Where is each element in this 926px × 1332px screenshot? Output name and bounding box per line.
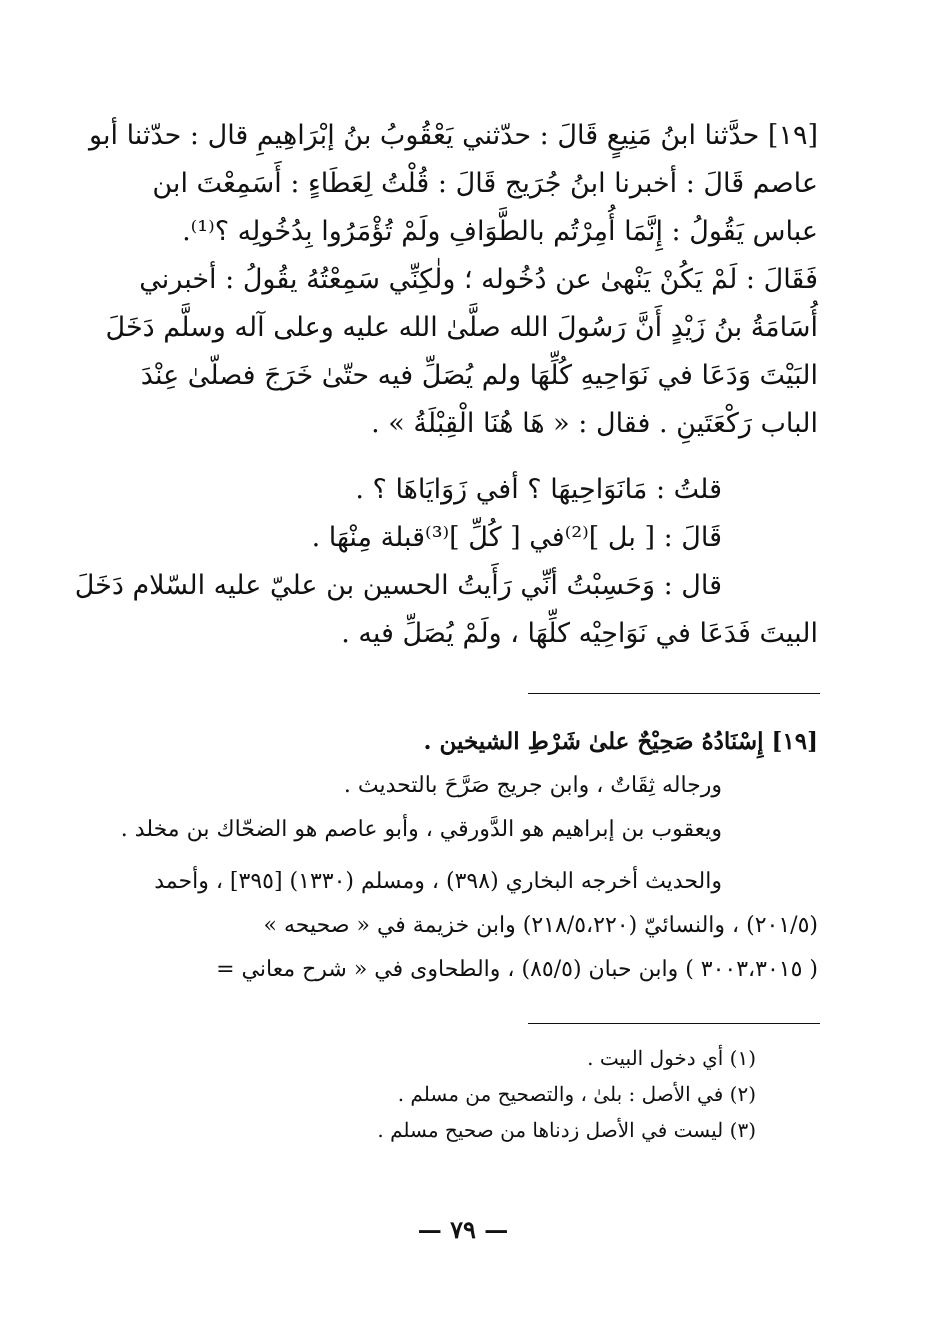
footnotes	[156, 1040, 756, 1148]
footnote: (٢) في الأصل : بلىٰ ، والتصحيح من مسلم .	[397, 1082, 756, 1106]
hadith-line: قَالَ : [ بل ]⁽²⁾في [ كُلِّ ]⁽³⁾قبلة مِنْهَا .	[311, 522, 722, 553]
paragraph-gap	[118, 852, 818, 860]
hadith-line: قال : وَحَسِبْتُ أنِّي رَأَيتُ الحسين بن عليّ عليه السّلام دَخَلَ	[74, 570, 722, 601]
hadith-line: أُسَامَةُ بنُ زَيْدٍ أَنَّ رَسُولَ الله صلَّىٰ الله عليه وعلى آله وسلَّم دَخَلَ	[105, 312, 818, 343]
footnote-rule	[528, 1023, 820, 1024]
commentary-line: (٢٠١/٥) ، والنسائيّ (٢١٨/٥،٢٢٠) وابن خزيمة في « صحيحه »	[263, 913, 818, 938]
paragraph-gap	[118, 448, 818, 466]
commentary-line: ويعقوب بن إبراهيم هو الدَّورقي ، وأبو عاصم هو الضحّاك بن مخلد .	[120, 817, 722, 842]
hadith-line: عباس يَقُولُ : إِنَّمَا أُمِرْتُم بالطَّوَافِ ولَمْ تُؤْمَرُوا بِدُخُولِه ؟⁽¹⁾.	[182, 216, 818, 247]
separator-rule	[528, 693, 820, 694]
hadith-text	[74, 112, 818, 658]
hadith-line: عاصم قَالَ : أخبرنا ابنُ جُرَيج قَالَ : قُلْتُ لِعَطَاءٍ : أَسَمِعْتَ ابن	[152, 168, 818, 199]
hadith-line: الباب رَكْعَتَينِ . فقال : « هَا هُنَا الْقِبْلَةُ » .	[371, 408, 818, 439]
commentary-line: والحديث أخرجه البخاري (٣٩٨) ، ومسلم (١٣٣٠) [٣٩٥] ، وأحمد	[154, 869, 722, 894]
hadith-line: البيتَ فَدَعَا في نَوَاحِيْه كلِّهَا ، ولَمْ يُصَلِّ فيه .	[341, 618, 818, 649]
footnote: (٣) ليست في الأصل زدناها من صحيح مسلم .	[377, 1118, 756, 1142]
hadith-line: قلتُ : مَانَوَاحِيهَا ؟ أفي زَوَايَاهَا ؟ .	[355, 474, 722, 505]
commentary-line: ( ٣٠٠٣،٣٠١٥ ) وابن حبان (٨٥/٥) ، والطحاوى في « شرح معاني =	[216, 957, 818, 982]
page-number: — ٧٩ —	[417, 1215, 509, 1244]
hadith-line: البَيْتَ وَدَعَا في نَوَاحِيهِ كُلِّهَا ولم يُصَلِّ فيه حتّىٰ خَرَجَ فصلّىٰ عِنْدَ	[140, 360, 818, 391]
hadith-line: فَقَالَ : لَمْ يَكُنْ يَنْهىٰ عن دُخُوله ؛ ولٰكِنِّي سَمِعْتُهُ يقُولُ : أخبرني	[139, 264, 818, 295]
footnote: (١) أي دخول البيت .	[587, 1046, 756, 1070]
hadith-line: [١٩] حدَّثنا ابنُ مَنِيعٍ قَالَ : حدّثني يَعْقُوبُ بنُ إبْرَاهِيمِ قال : حدّثنا أبو	[89, 120, 818, 151]
commentary-line: ورجاله ثِقَاتٌ ، وابن جريج صَرَّحَ بالتحديث .	[343, 773, 722, 798]
commentary-heading: [١٩] إِسْنَادُهُ صَحِيْحٌ علىٰ شَرْطِ الشيخين .	[423, 728, 818, 755]
commentary	[118, 720, 818, 992]
